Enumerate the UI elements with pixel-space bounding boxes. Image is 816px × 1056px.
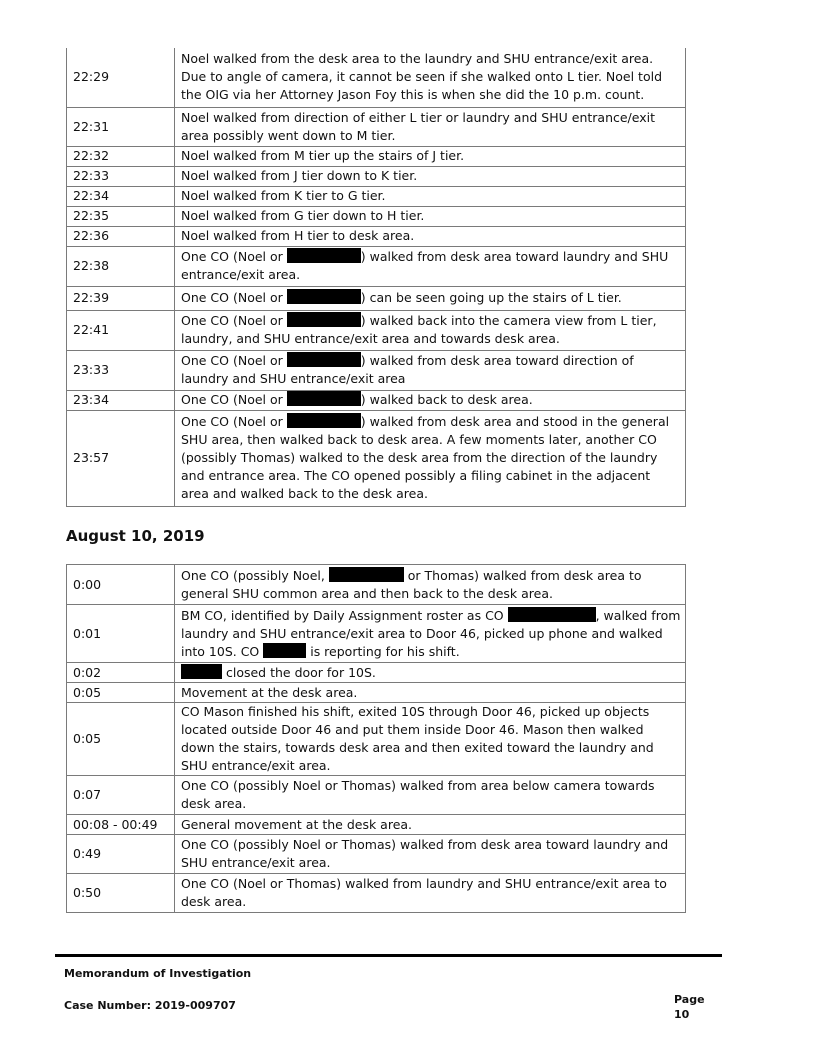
table-row	[67, 146, 686, 166]
description-cell: Noel walked from direction of either L tier or laundry and SHU entrance/exit area possibly went down to M tier.	[175, 107, 686, 146]
time-cell: 0:05	[67, 683, 175, 703]
description-cell: Noel walked from G tier down to H tier.	[175, 206, 686, 226]
time-cell: 22:38	[67, 246, 175, 286]
timeline-table-aug-10	[66, 564, 686, 913]
description-cell: closed the door for 10S.	[175, 663, 686, 683]
time-cell: 0:02	[67, 663, 175, 683]
time-cell: 00:08 - 00:49	[67, 815, 175, 835]
time-cell: 22:34	[67, 186, 175, 206]
time-cell: 22:35	[67, 206, 175, 226]
time-cell: 0:49	[67, 835, 175, 874]
time-cell: 0:01	[67, 605, 175, 663]
redaction-block	[287, 352, 361, 367]
description-cell: CO Mason finished his shift, exited 10S through Door 46, picked up objects located outside Door 46 and put them inside Door 46. Mason then walked down the stairs, towards desk area and then exited toward the laundry and SHU entrance/exit area.	[175, 703, 686, 776]
redaction-block	[287, 312, 361, 327]
description-cell: General movement at the desk area.	[175, 815, 686, 835]
redaction-block	[287, 391, 361, 406]
time-cell: 0:07	[67, 776, 175, 815]
time-cell: 0:50	[67, 874, 175, 913]
table-row	[67, 246, 686, 286]
table-row	[67, 226, 686, 246]
description-cell: One CO (Noel or ) walked from desk area toward direction of laundry and SHU entrance/exit area	[175, 350, 686, 390]
time-cell: 23:57	[67, 410, 175, 506]
table-row	[67, 166, 686, 186]
description-cell: One CO (Noel or ) walked back to desk area.	[175, 390, 686, 410]
description-cell: One CO (possibly Noel or Thomas) walked from area below camera towards desk area.	[175, 776, 686, 815]
time-cell: 23:33	[67, 350, 175, 390]
timeline-table-aug-9	[66, 48, 686, 507]
redaction-block	[287, 248, 361, 263]
time-cell: 22:41	[67, 310, 175, 350]
redaction-block	[508, 607, 596, 622]
table-row	[67, 835, 686, 874]
redaction-block	[181, 664, 222, 679]
time-cell: 22:36	[67, 226, 175, 246]
description-cell: Noel walked from M tier up the stairs of J tier.	[175, 146, 686, 166]
description-cell: Noel walked from the desk area to the laundry and SHU entrance/exit area. Due to angle of camera, it cannot be seen if she walked onto L tier. Noel told the OIG via her Attorney Jason Foy this is when she did the 10 p.m. count.	[175, 48, 686, 107]
table-row	[67, 410, 686, 506]
description-cell: Noel walked from K tier to G tier.	[175, 186, 686, 206]
footer-divider	[55, 954, 722, 957]
page-label: Page	[674, 993, 705, 1006]
table-row	[67, 874, 686, 913]
redaction-block	[287, 289, 361, 304]
table-row	[67, 390, 686, 410]
table-row	[67, 107, 686, 146]
description-cell: One CO (Noel or ) walked from desk area toward laundry and SHU entrance/exit area.	[175, 246, 686, 286]
time-cell: 22:32	[67, 146, 175, 166]
description-cell: One CO (Noel or ) can be seen going up the stairs of L tier.	[175, 286, 686, 310]
time-cell: 22:31	[67, 107, 175, 146]
table-row	[67, 776, 686, 815]
time-cell: 23:34	[67, 390, 175, 410]
page-number: 10	[674, 1008, 690, 1021]
time-cell: 22:39	[67, 286, 175, 310]
description-cell: Noel walked from J tier down to K tier.	[175, 166, 686, 186]
table-row	[67, 310, 686, 350]
table-row	[67, 565, 686, 605]
time-cell: 22:29	[67, 48, 175, 107]
description-cell: One CO (Noel or ) walked from desk area and stood in the general SHU area, then walked back to desk area. A few moments later, another CO (possibly Thomas) walked to the desk area from the direction of the laundry and entrance area. The CO opened possibly a filing cabinet in the adjacent area and walked back to the desk area.	[175, 410, 686, 506]
table-row	[67, 683, 686, 703]
description-cell: One CO (Noel or ) walked back into the camera view from L tier, laundry, and SHU entrance/exit area and towards desk area.	[175, 310, 686, 350]
table-row	[67, 350, 686, 390]
description-cell: Noel walked from H tier to desk area.	[175, 226, 686, 246]
redaction-block	[287, 413, 361, 428]
footer-case-number: Case Number: 2019-009707	[64, 999, 236, 1012]
table-row	[67, 605, 686, 663]
table-row	[67, 815, 686, 835]
description-cell: One CO (possibly Noel, or Thomas) walked from desk area to general SHU common area and then back to the desk area.	[175, 565, 686, 605]
table-row	[67, 186, 686, 206]
footer-page-indicator	[674, 992, 705, 1022]
description-cell: Movement at the desk area.	[175, 683, 686, 703]
table-row	[67, 48, 686, 107]
table-row	[67, 663, 686, 683]
table-row	[67, 286, 686, 310]
time-cell: 22:33	[67, 166, 175, 186]
section-heading: August 10, 2019	[66, 527, 205, 545]
description-cell: BM CO, identified by Daily Assignment roster as CO , walked from laundry and SHU entrance/exit area to Door 46, picked up phone and walked into 10S. CO is reporting for his shift.	[175, 605, 686, 663]
redaction-block	[329, 567, 404, 582]
table-row	[67, 206, 686, 226]
redaction-block	[263, 643, 306, 658]
footer-memo-title: Memorandum of Investigation	[64, 967, 252, 980]
time-cell: 0:05	[67, 703, 175, 776]
time-cell: 0:00	[67, 565, 175, 605]
description-cell: One CO (possibly Noel or Thomas) walked from desk area toward laundry and SHU entrance/exit area.	[175, 835, 686, 874]
description-cell: One CO (Noel or Thomas) walked from laundry and SHU entrance/exit area to desk area.	[175, 874, 686, 913]
table-row	[67, 703, 686, 776]
